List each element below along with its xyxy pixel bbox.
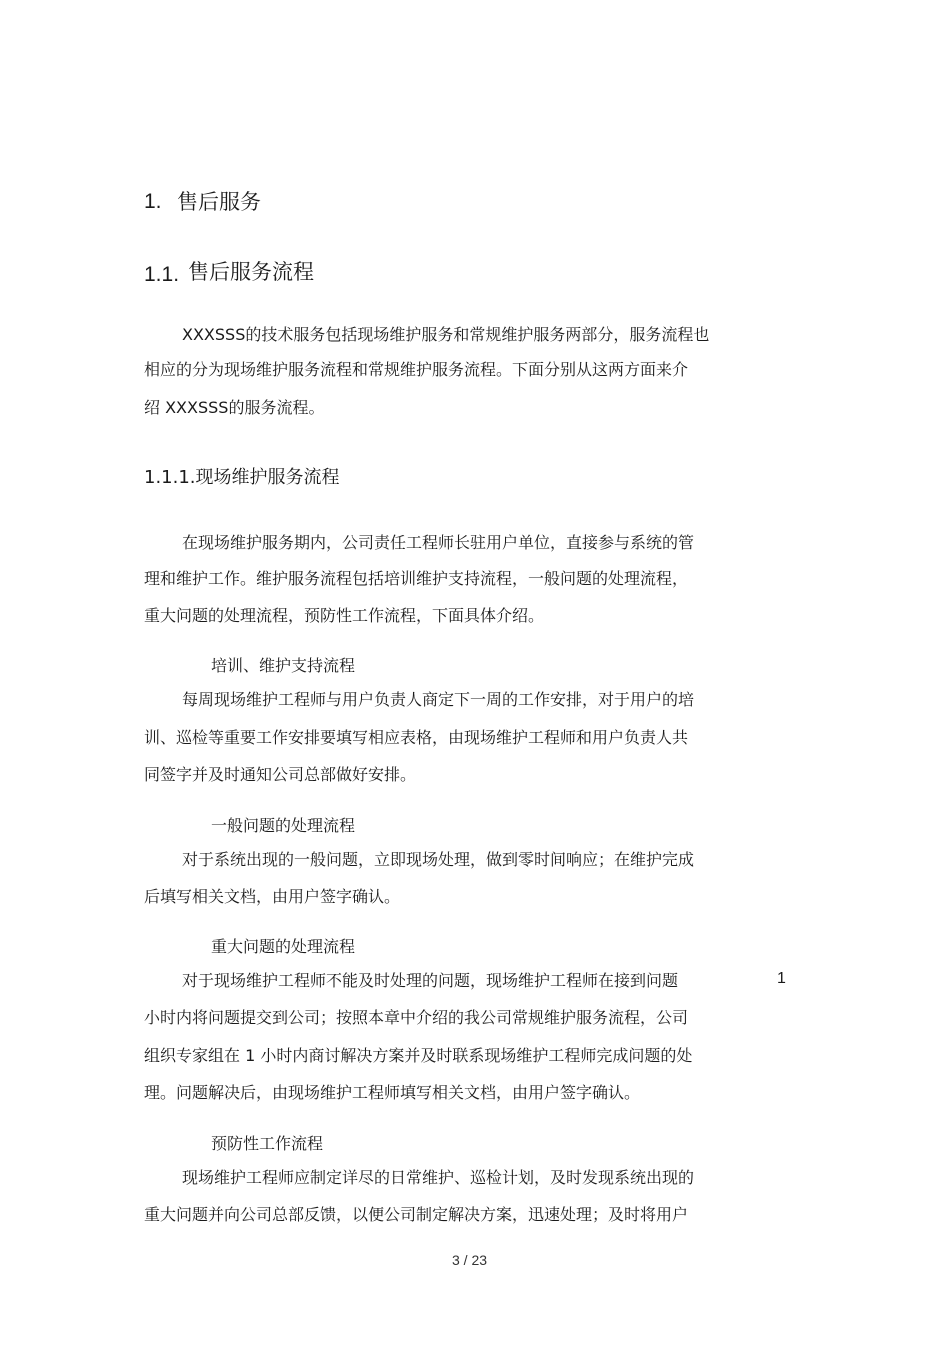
paragraph-line: 后填写相关文档，由用户签字确认。: [144, 887, 401, 906]
paragraph-line: XXXSSS的技术服务包括现场维护服务和常规维护服务两部分，服务流程也: [182, 325, 710, 344]
item-heading: 预防性工作流程: [211, 1134, 324, 1153]
paragraph-line: 现场维护工程师应制定详尽的日常维护、巡检计划，及时发现系统出现的: [182, 1168, 695, 1187]
paragraph-line: 重大问题并向公司总部反馈，以便公司制定解决方案，迅速处理；及时将用户: [144, 1205, 689, 1224]
paragraph-number: 1: [777, 970, 786, 987]
paragraph-line: 对于系统出现的一般问题，立即现场处理，做到零时间响应；在维护完成: [182, 850, 695, 869]
paragraph-line: 对于现场维护工程师不能及时处理的问题，现场维护工程师在接到问题: [182, 971, 679, 990]
paragraph-line: 同签字并及时通知公司总部做好安排。: [144, 765, 417, 784]
paragraph-line: 训、巡检等重要工作安排要填写相应表格，由现场维护工程师和用户负责人共: [144, 728, 689, 747]
paragraph-line: 理和维护工作。维护服务流程包括培训维护支持流程，一般问题的处理流程，: [144, 569, 689, 588]
subsection-number: 1.1.: [144, 263, 180, 286]
paragraph-line: 重大问题的处理流程，预防性工作流程，下面具体介绍。: [144, 606, 545, 625]
paragraph-line: 相应的分为现场维护服务流程和常规维护服务流程。下面分别从这两方面来介: [144, 360, 689, 379]
paragraph-line: 每周现场维护工程师与用户负责人商定下一周的工作安排，对于用户的培: [182, 690, 695, 709]
item-heading: 培训、维护支持流程: [211, 656, 356, 675]
section-number: 1.: [144, 190, 162, 213]
paragraph-line: 理。问题解决后，由现场维护工程师填写相关文档，由用户签字确认。: [144, 1083, 641, 1102]
subsection-title: 售后服务流程: [188, 260, 314, 284]
paragraph-line: 在现场维护服务期内，公司责任工程师长驻用户单位，直接参与系统的管: [182, 533, 695, 552]
item-heading: 重大问题的处理流程: [211, 937, 356, 956]
section-title: 售后服务: [177, 190, 261, 214]
subsubsection-title: 1.1.1.现场维护服务流程: [144, 467, 340, 488]
paragraph-line: 组织专家组在 1 小时内商讨解决方案并及时联系现场维护工程师完成问题的处: [144, 1046, 693, 1065]
paragraph-line: 小时内将问题提交到公司；按照本章中介绍的我公司常规维护服务流程，公司: [144, 1008, 689, 1027]
paragraph-line: 绍 XXXSSS的服务流程。: [144, 398, 325, 417]
item-heading: 一般问题的处理流程: [211, 816, 356, 835]
page-number: 3 / 23: [452, 1252, 488, 1268]
